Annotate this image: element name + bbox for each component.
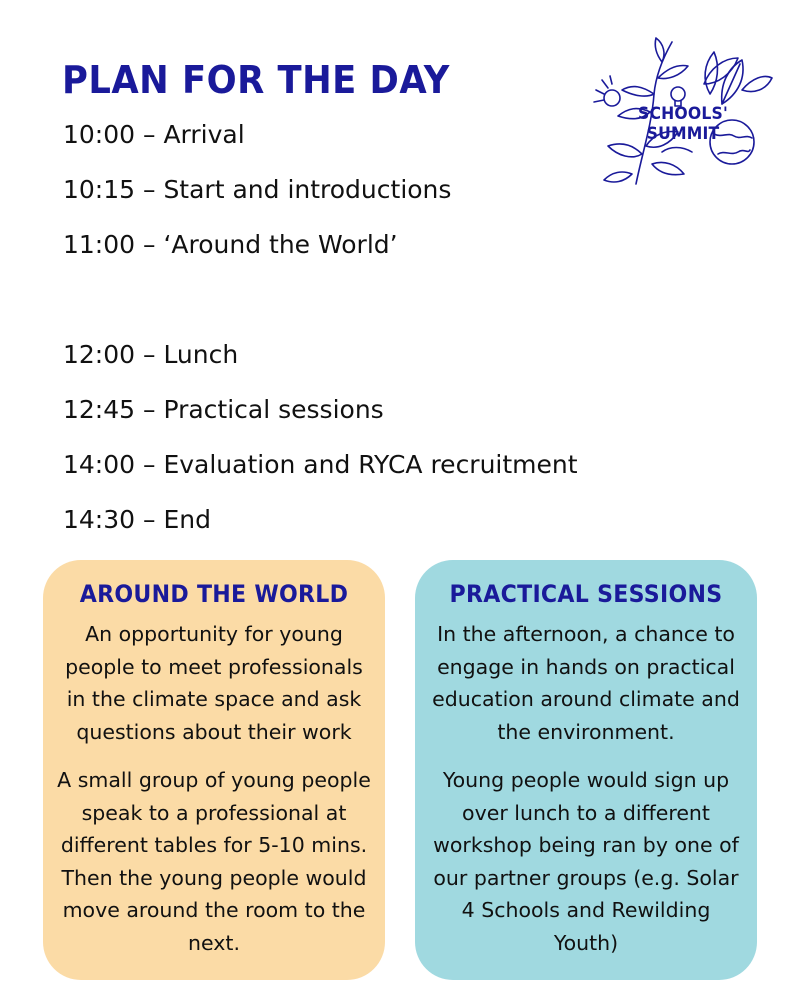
schedule-item: 12:45 – Practical sessions <box>63 395 384 424</box>
card-title: AROUND THE WORLD <box>79 580 349 608</box>
practical-sessions-card <box>415 560 757 980</box>
card-paragraph: Young people would sign up over lunch to a different workshop being ran by one of our partner groups (e.g. Solar 4 Schools and Rewilding Youth) <box>433 768 739 955</box>
card-title: PRACTICAL SESSIONS <box>449 580 723 608</box>
around-the-world-card <box>43 560 385 980</box>
card-paragraph: In the afternoon, a chance to engage in hands on practical education around climate and the environment. <box>432 622 740 744</box>
schedule-item: 14:30 – End <box>63 505 211 534</box>
logo-text: SCHOOLS' SUMMIT <box>638 104 728 144</box>
card-paragraph: An opportunity for young people to meet professionals in the climate space and ask questions about their work <box>65 622 363 744</box>
schedule-item: 10:00 – Arrival <box>63 120 245 149</box>
schedule-item: 12:00 – Lunch <box>63 340 239 369</box>
schedule-item: 14:00 – Evaluation and RYCA recruitment <box>63 450 578 479</box>
schedule-item: 11:00 – ‘Around the World’ <box>63 230 398 259</box>
card-paragraph: A small group of young people speak to a professional at different tables for 5-10 mins. Then the young people would move around the room to the next. <box>57 768 371 955</box>
page-title: PLAN FOR THE DAY <box>62 58 450 102</box>
schedule-item: 10:15 – Start and introductions <box>63 175 452 204</box>
